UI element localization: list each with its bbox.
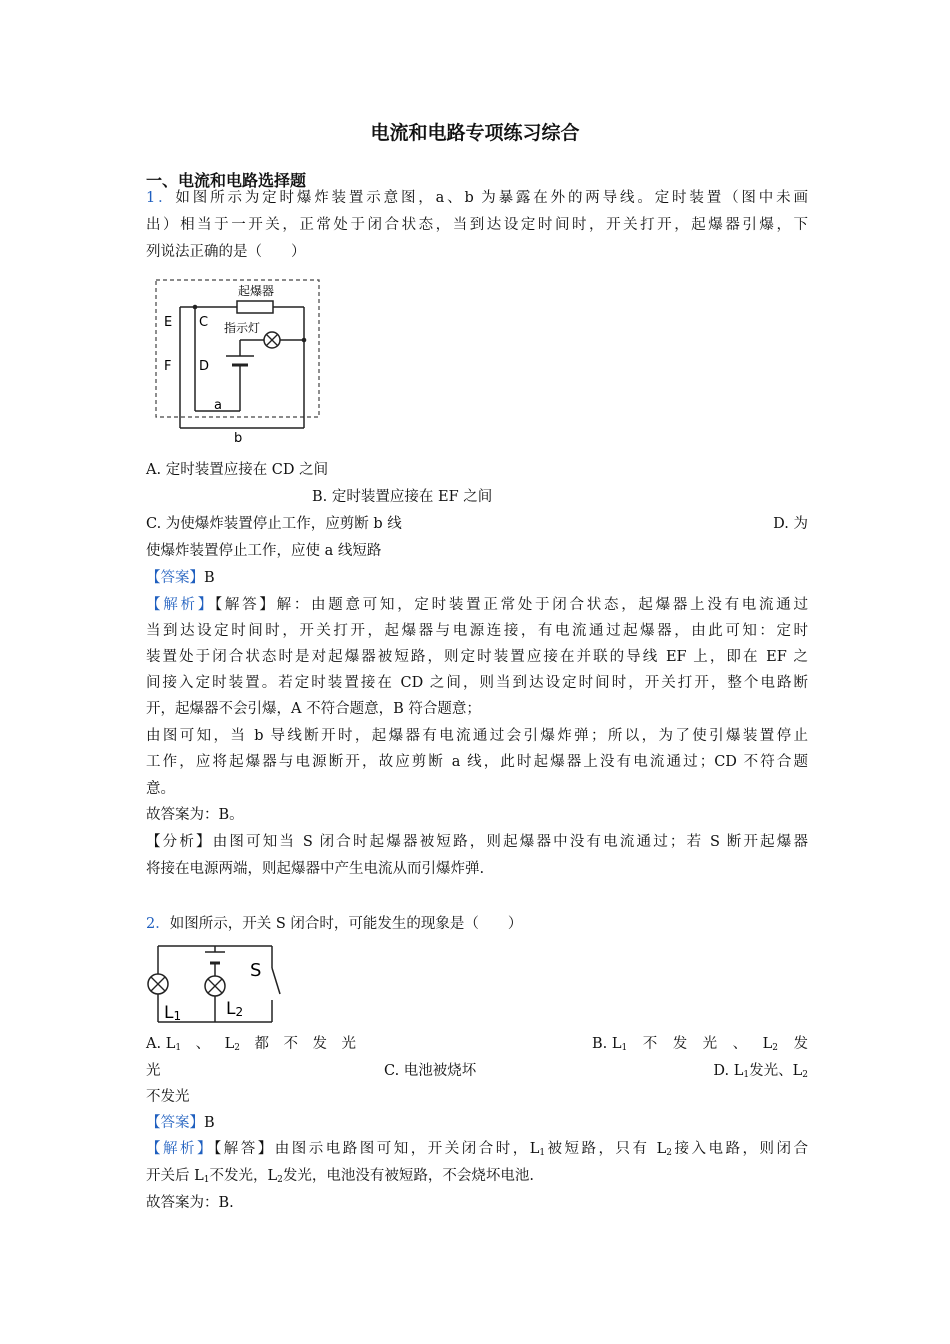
- q2-stem: 2．如图所示，开关 S 闭合时，可能发生的现象是（ ）: [146, 916, 523, 932]
- q2-option-d: D. $L_1$发光、$L_2$: [713, 1063, 808, 1080]
- q1-analysis-line-10: 【分析】由图可知当 S 闭合时起爆器被短路，则起爆器中没有电流通过；若 S 断开起爆器: [146, 834, 808, 850]
- label-a: a: [214, 398, 222, 413]
- q1-analysis-line-2: 当到达设定时间时，开关打开，起爆器与电源连接，有电流通过起爆器，由此可知：定时: [146, 623, 808, 639]
- label-detonator: 起爆器: [238, 284, 275, 298]
- q1-analysis-line-8: 意。: [146, 781, 175, 797]
- q2-analysis-line-2: 开关后 $L_1$不发光，$L_2$发光，电池没有被短路，不会烧坏电池.: [146, 1168, 534, 1185]
- label-indicator: 指示灯: [224, 321, 261, 335]
- q2-option-b: B. $L_1$ 不 发 光 、 $L_2$ 发: [592, 1036, 808, 1053]
- q1-analysis-line-7: 工作，应将起爆器与电源断开，故应剪断 a 线，此时起爆器上没有电流通过；CD 不符合题: [146, 754, 808, 770]
- q2-circuit-figure: [142, 938, 292, 1028]
- q1-option-c-d: [146, 515, 808, 533]
- q1-analysis-line-6: 由图可知，当 b 导线断开时，起爆器有电流通过会引爆炸弹；所以，为了使引爆装置停止: [146, 728, 808, 744]
- q1-option-a: A. 定时装置应接在 CD 之间: [146, 462, 329, 478]
- lamp-L1: [148, 974, 168, 994]
- q1-analysis-line-11: 将接在电源两端，则起爆器中产生电流从而引爆炸弹.: [146, 861, 485, 877]
- q1-analysis-line-4: 间接入定时装置。若定时装置接在 CD 之间，则当到达设定时间时，开关打开，整个电路断: [146, 675, 808, 691]
- section-heading: 一、电流和电路选择题: [146, 171, 307, 190]
- q2-number: 2．: [146, 916, 170, 932]
- lamp-L2: [205, 976, 225, 996]
- q2-option-a: A. $L_1$ 、 $L_2$ 都 不 发 光: [146, 1036, 356, 1053]
- q1-analysis-line-5: 开，起爆器不会引爆，A 不符合题意，B 符合题意；: [146, 701, 481, 717]
- q1-circuit-figure: [152, 270, 327, 450]
- q2-analysis-line-1: 【解析】【解答】由图示电路图可知，开关闭合时，$L_1$被短路，只有 $L_2$接入电路，则闭合: [146, 1141, 808, 1158]
- q2-answer: 【答案】B: [146, 1115, 215, 1131]
- q1-option-d-start: D. 为: [773, 516, 808, 532]
- q1-stem-line-1: 1．如图所示为定时爆炸装置示意图，a、b 为暴露在外的两导线。定时装置（图中未画: [146, 190, 808, 206]
- q2-analysis-line-3: 故答案为：B.: [146, 1195, 234, 1211]
- q1-number: 1．: [146, 190, 176, 206]
- label-S: S: [250, 960, 262, 981]
- label-F: F: [164, 359, 172, 374]
- q1-analysis-line-9: 故答案为：B。: [146, 807, 244, 823]
- indicator-lamp: [264, 332, 280, 348]
- battery: [226, 356, 254, 365]
- q1-option-b: B. 定时装置应接在 EF 之间: [312, 489, 493, 505]
- label-L1: L1: [164, 1003, 182, 1023]
- q1-analysis-line-1: 【解析】【解答】解：由题意可知，定时装置正常处于闭合状态，起爆器上没有电流通过: [146, 597, 808, 613]
- label-E: E: [164, 315, 173, 330]
- q2-option-d-cont: 不发光: [146, 1089, 190, 1105]
- q2-option-b-cont: 光: [146, 1063, 161, 1079]
- detonator-resistor: [237, 301, 273, 313]
- label-D: D: [199, 359, 210, 374]
- q1-stem-line-3: 列说法正确的是（ ）: [146, 244, 306, 260]
- q1-option-d-cont: 使爆炸装置停止工作，应使 a 线短路: [146, 543, 382, 559]
- q1-stem-line-2: 出）相当于一开关，正常处于闭合状态，当到达设定时间时，开关打开，起爆器引爆，下: [146, 217, 808, 233]
- q1-option-c: C. 为使爆炸装置停止工作，应剪断 b 线: [146, 516, 402, 532]
- page-title: 电流和电路专项练习综合: [370, 122, 580, 144]
- label-L2: L2: [226, 999, 244, 1019]
- q2-option-c: C. 电池被烧坏: [384, 1063, 477, 1079]
- q1-analysis-line-3: 装置处于闭合状态时是对起爆器被短路，则定时装置应接在并联的导线 EF 上，即在 EF 之: [146, 649, 808, 665]
- label-b: b: [234, 431, 243, 446]
- q1-answer: 【答案】B: [146, 570, 215, 586]
- label-C: C: [199, 315, 209, 330]
